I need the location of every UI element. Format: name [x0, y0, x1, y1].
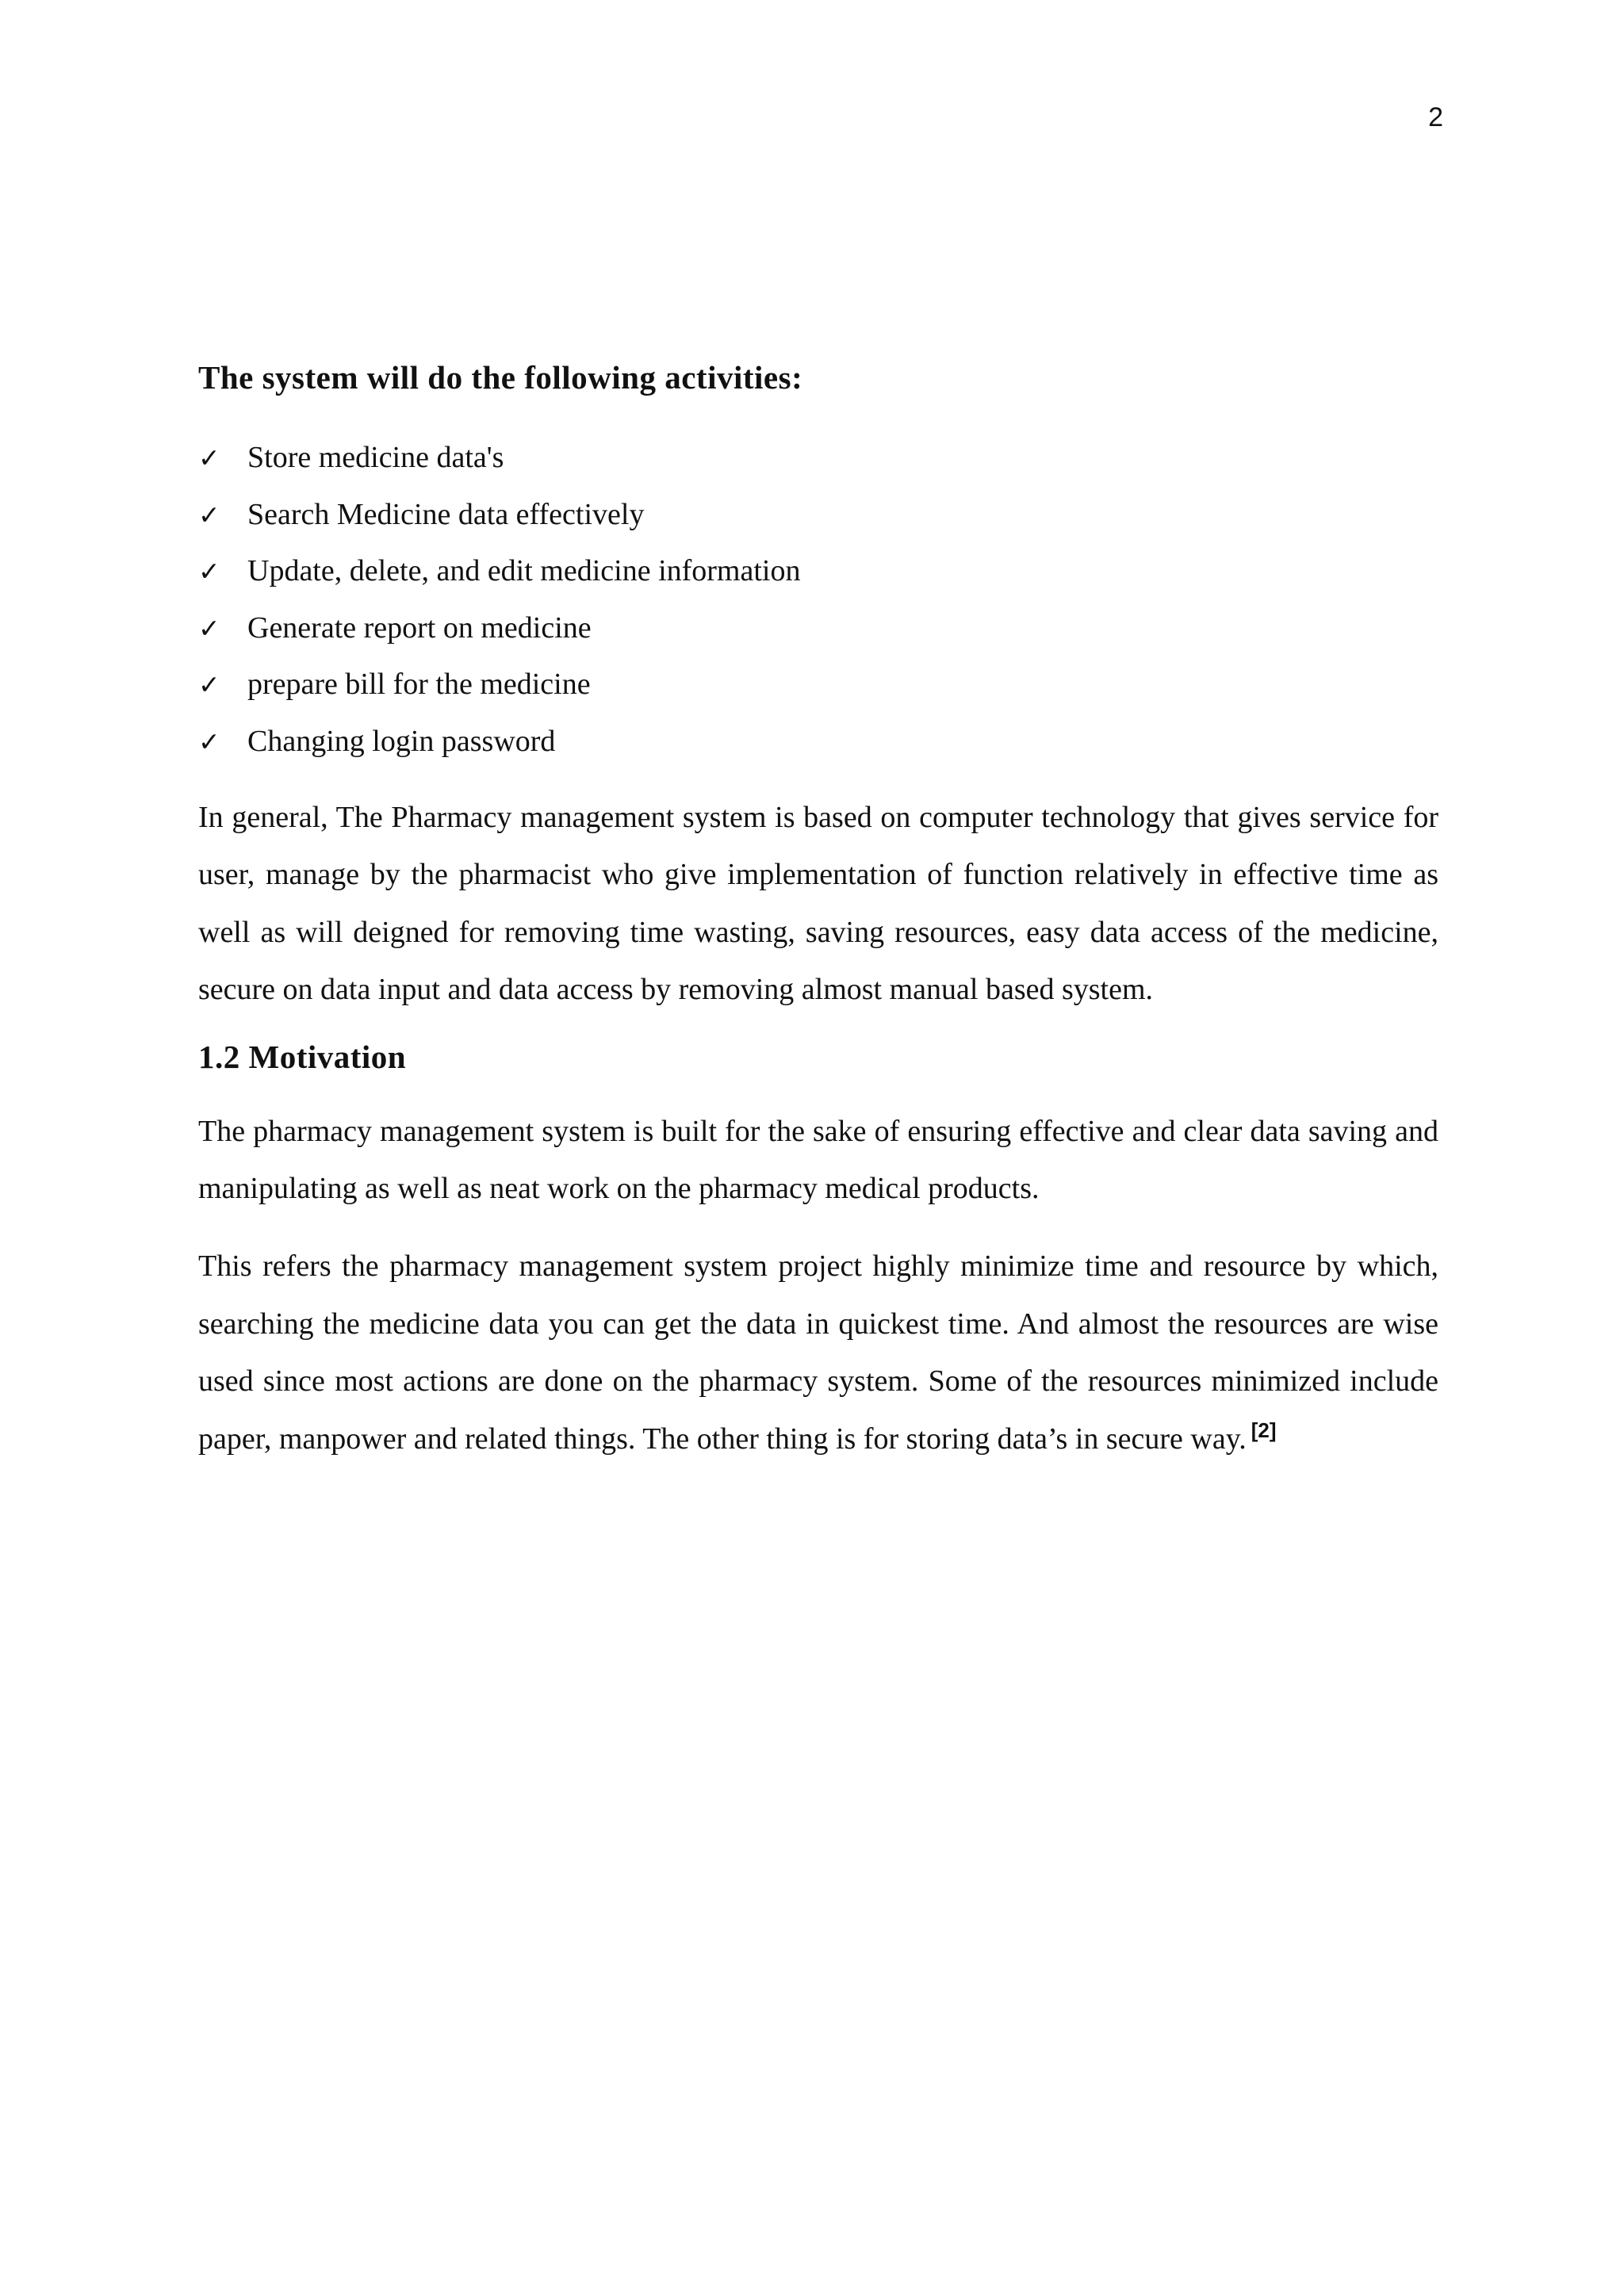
- list-item-text: Changing login password: [247, 724, 556, 758]
- motivation-paragraph-1: The pharmacy management system is built for the sake of ensuring effective and clear data saving and manipulating as well as neat work on the pharmacy medical products.: [198, 1114, 1438, 1206]
- list-item-text: Generate report on medicine: [247, 610, 592, 645]
- activities-heading: The system will do the following activities:: [198, 359, 803, 396]
- activities-checklist: [198, 430, 1438, 770]
- motivation-heading: 1.2 Motivation: [198, 1038, 407, 1075]
- list-item: [198, 543, 1438, 600]
- check-icon: ✓: [198, 499, 220, 530]
- citation-reference: [2]: [1251, 1418, 1277, 1442]
- check-icon: ✓: [198, 612, 220, 644]
- list-item: [198, 600, 1438, 657]
- list-item: [198, 656, 1438, 714]
- check-icon: ✓: [198, 556, 220, 587]
- list-item: [198, 430, 1438, 487]
- check-icon: ✓: [198, 725, 220, 757]
- check-icon: ✓: [198, 669, 220, 700]
- list-item: [198, 714, 1438, 771]
- intro-paragraph: In general, The Pharmacy management system is based on computer technology that gives service for user, manage by the pharmacist who give implementation of function relatively in effective time as well as will deigned for removing time wasting, saving resources, easy data access of the medicine, secure on data input and data access by removing almost manual based system.: [198, 801, 1438, 1007]
- list-item-text: Search Medicine data effectively: [247, 497, 645, 531]
- list-item-text: Update, delete, and edit medicine information: [247, 554, 801, 587]
- motivation-paragraph-2: [198, 1238, 1438, 1468]
- list-item-text: prepare bill for the medicine: [247, 668, 591, 701]
- list-item: [198, 487, 1438, 544]
- page-number: 2: [1428, 102, 1443, 132]
- motivation-paragraph-2-text: This refers the pharmacy management system project highly minimize time and resource by which, searching the medicine data you can get the data in quickest time. And almost the resources are wise used since most actions are done on the pharmacy system. Some of the resources minimized include paper, manpower and related things. The other thing is for storing data’s in secure way.: [198, 1249, 1438, 1456]
- check-icon: ✓: [198, 442, 220, 473]
- list-item-text: Store medicine data's: [247, 441, 504, 474]
- page-content: [198, 355, 1438, 1468]
